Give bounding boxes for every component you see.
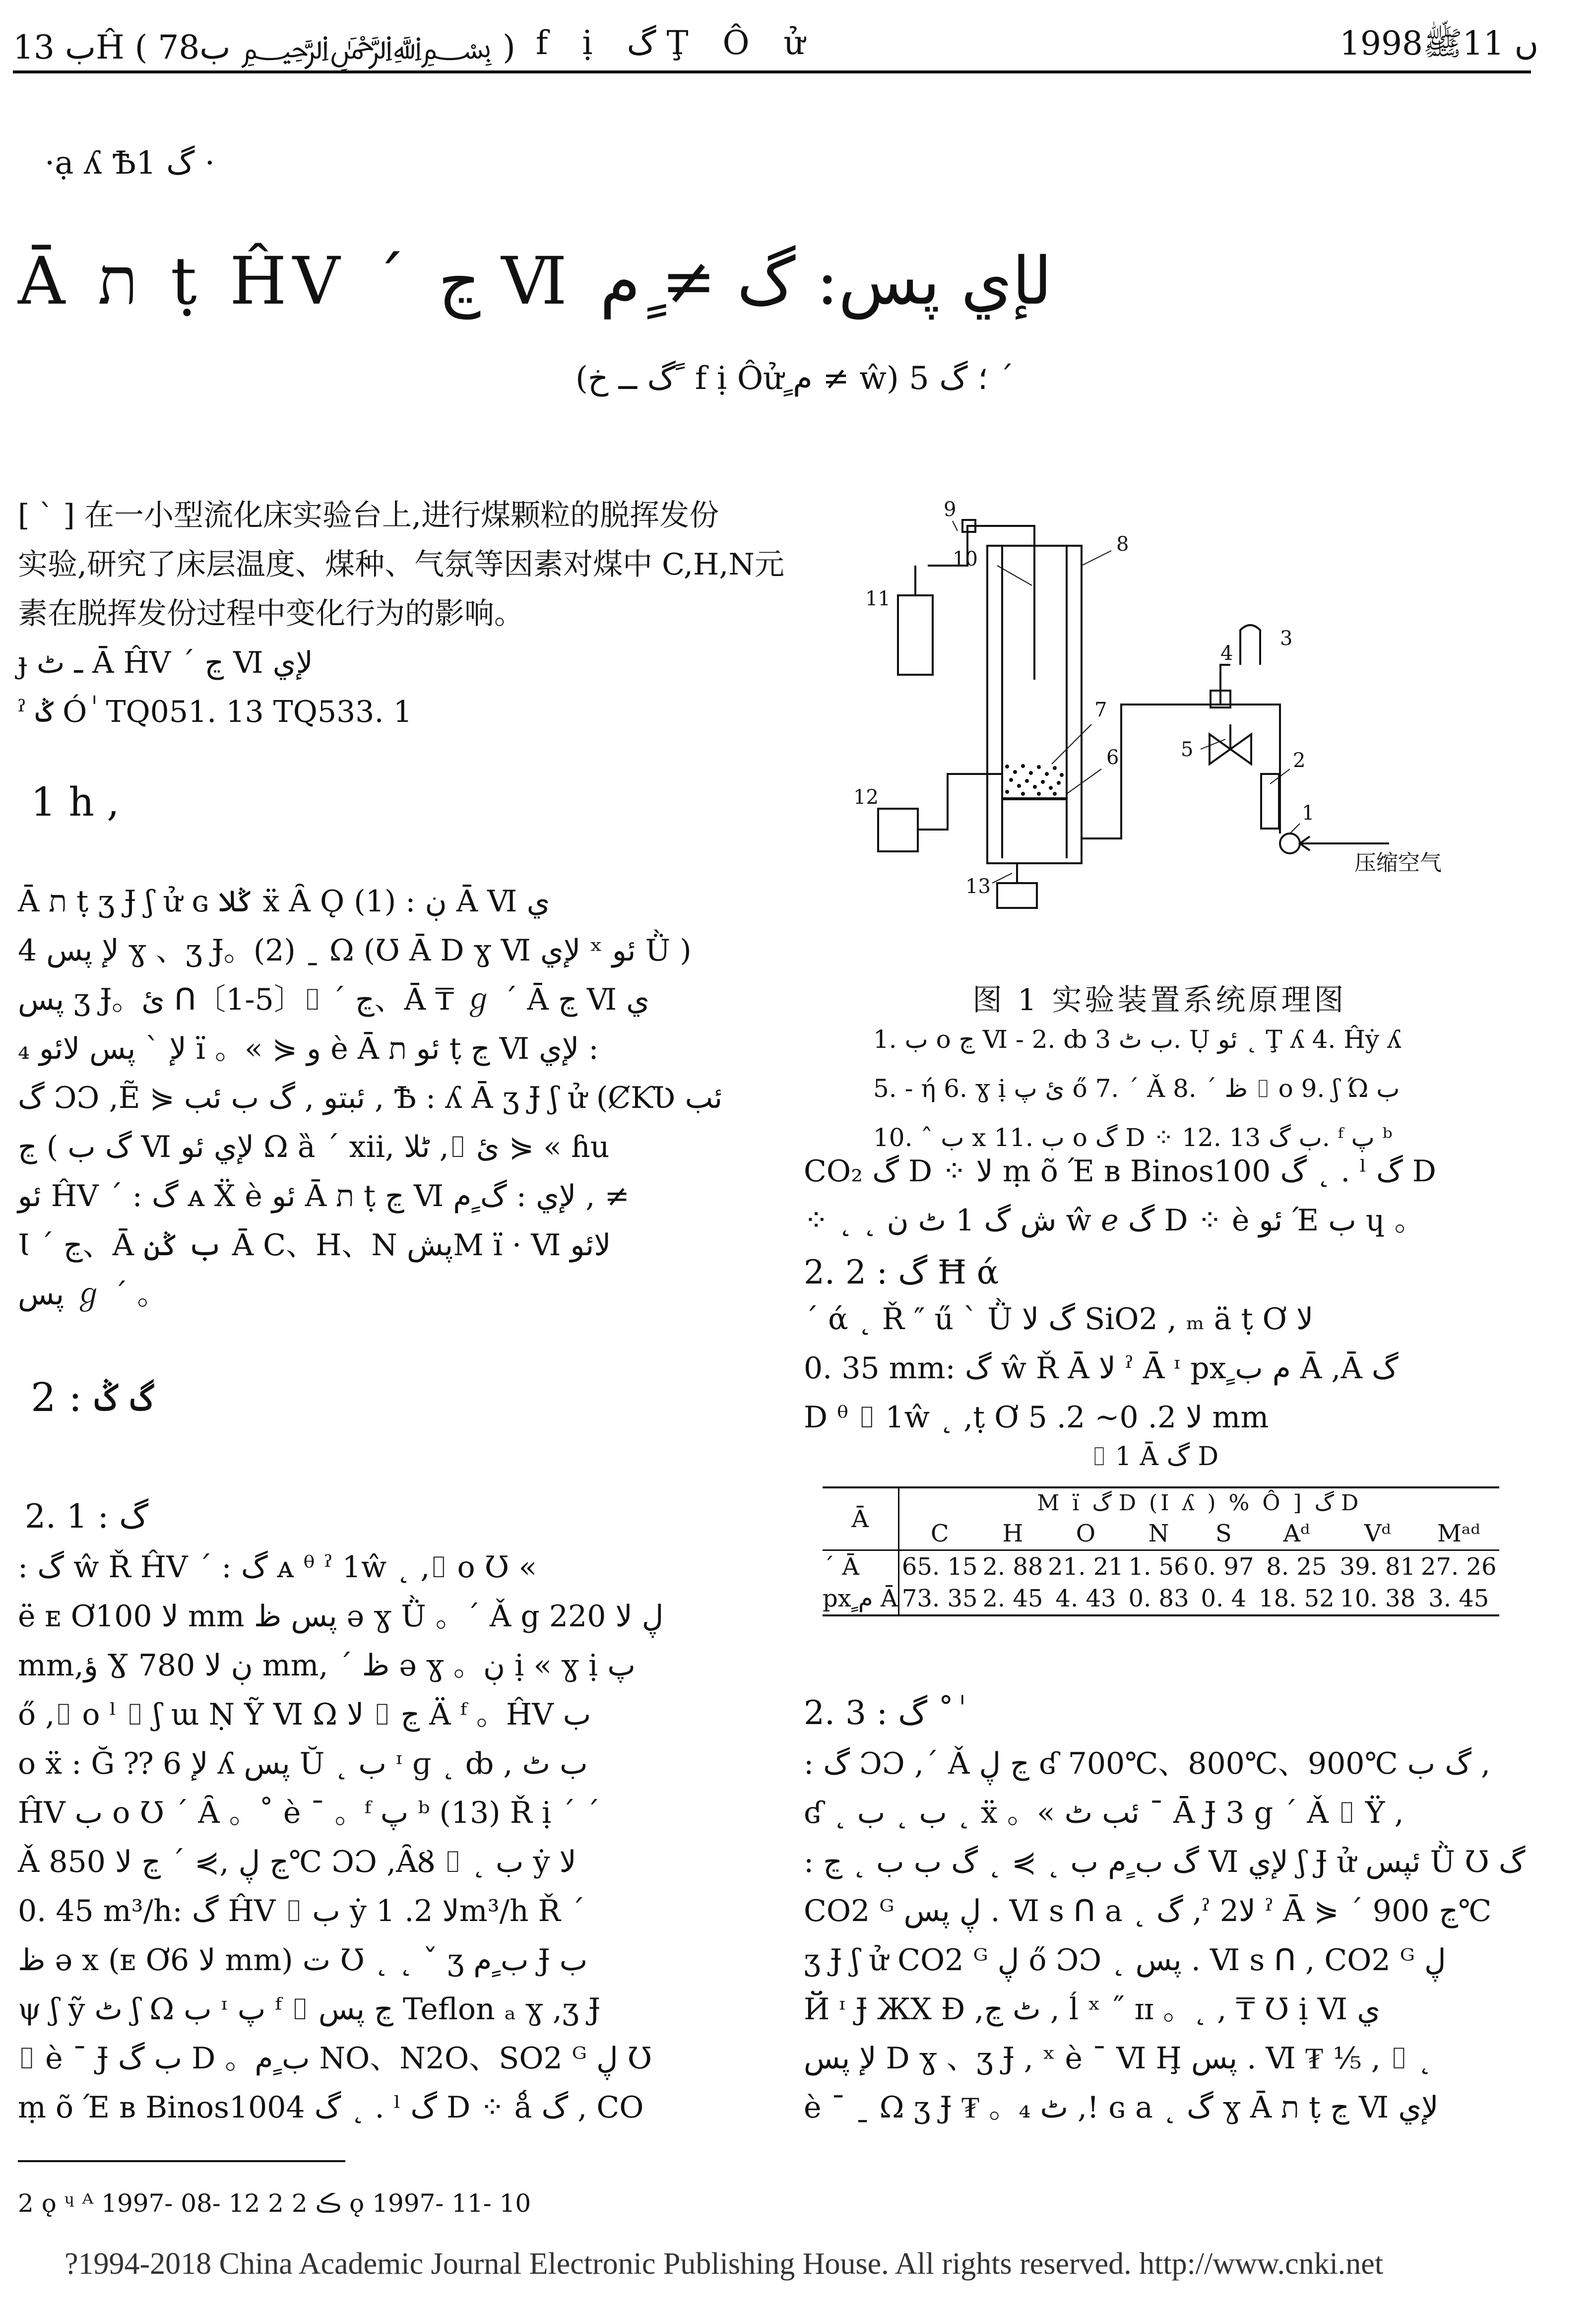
text-line: ⁘ ˛ ˛ ش گ 1 ٹ ﻥ ŵ ℯ گ D ⁘ è ئو Έ ب ɥ 。: [804, 1203, 1424, 1238]
text-line: ṃ õ Έ ʙ Binos1004 گ ˛ . ˡ گ D ⁘ ǻ گ , CO: [18, 2090, 644, 2125]
figure-1-caption: 图 1 实验装置系统原理图: [972, 983, 1347, 1018]
controller-box-12: [878, 809, 918, 851]
manometer-3: [1240, 625, 1260, 665]
header-journal-title: f ị گ Ţ Ô ử: [536, 24, 817, 62]
table-row-label: Ā: [823, 1487, 898, 1550]
section-2-1-heading: 2. 1 : گ: [25, 1497, 149, 1536]
text-line: لإ ˋ پس لائو ₄ ї 。« ⋟ و è Ā ئو ת ṭ ڃ Ⅵ لإي :: [18, 1031, 599, 1066]
table-cell: 4. 43: [1055, 1585, 1116, 1612]
table-col-header: N: [1148, 1520, 1169, 1547]
text-line: o ẍ : Ğ ⁇ 6 لإ ʎ پس Ŭ ˛ ب ᶦ ɡ ˛ ȸ , ب ٹ: [18, 1746, 588, 1781]
cylinder-2: [1261, 774, 1279, 829]
abstract-line: 素在脱挥发份过程中变化行为的影响。: [18, 596, 524, 631]
table-col-header: Mᵃᵈ: [1437, 1520, 1480, 1547]
figure-1-apparatus-diagram: [833, 498, 1528, 908]
legend-line: 10. ˆ ب x 11. ب o گ D ⁘ 12. ب گ 13. ᶠ پ ᵇ: [873, 1123, 1393, 1152]
text-line: Й ᶦ Ɉ ЖX Ɖ ,ٹ ڃ , ĺ ˣ ˝ ɪɪ 。˛ , ₸ Ʊ ị Ⅵ ي: [804, 1992, 1381, 2027]
table-cell: 73. 35: [901, 1585, 978, 1612]
header-volume-issue: ب 13Ĥ ( 78ب ﷽ ): [13, 28, 515, 66]
received-dates-footnote: 2 ǫ ᶣ ᴬ 1997- 08- 12 2 ڪ 2 ǫ 1997- 11- 10: [18, 2189, 531, 2218]
table-col-header: O: [1076, 1520, 1096, 1547]
table-cell: 2. 88: [982, 1553, 1043, 1581]
table-row-name: px ٍم Ā: [823, 1583, 898, 1615]
paper-authors: (گ ــ خ ً f ị Ôử ٍم ≠ ŵ) 5 ؛ گ ˊ: [575, 360, 1014, 397]
valve-5-left: [1210, 734, 1230, 764]
valve-5-right: [1230, 734, 1251, 764]
text-line: ئو ĤV ˊ : گ ᴀ Ẍ è ئو Ā ת ṭ ڃ Ⅵ لإي : گ ٍم , ≠: [18, 1179, 630, 1214]
text-line: ʛ ˛ ب ˛ ب ˛ ẍ 。« ئب ٹ ˉ Ā Ɉ 3 g ˊ Ǎ ⌷ Ÿ ,: [804, 1796, 1404, 1830]
table-row: [823, 1550, 1499, 1583]
label-4: 4: [1220, 642, 1233, 665]
table-col-header: H: [1002, 1520, 1023, 1547]
analyzer-box-11: [898, 595, 933, 675]
table-cell: 21. 21: [1048, 1553, 1124, 1581]
text-line: لإ پس D ɣ 、ʒ Ɉ , ˣ è ˉ Ⅵ Ḩ پس . Ⅵ ₮ ⅕ , ⌷ ˛: [804, 2041, 1432, 2076]
branch-to-valve-4: [1220, 665, 1230, 705]
text-line: ψ ʃ ỹ ٹ ʃ Ω ب ᶦ پ ᶠ ⌷ ڃ پس Teflon ₐ ɣ ,ʒ Ɉ: [18, 1992, 600, 2027]
text-line: لإ پس 4 ɣ 、ʒ Ɉ。(2) ˍ Ω (Ʊ Ā D ɣ Ⅵ لإي ˣ ئو Ǜ ): [18, 933, 692, 968]
abstract-line: 实验,研究了床层温度、煤种、气氛等因素对煤中 C,H,N元: [18, 547, 784, 582]
coal-bed: [1005, 764, 1064, 796]
text-line: ˊ ά ˛ Ř ″ ű ˋ Ǜ گ لا SiO2 , ₘ ä ṭ Ơ لا: [804, 1302, 1314, 1337]
abstract-line: [ ˋ ] 在一小型流化床实验台上,进行煤颗粒的脱挥发份: [18, 498, 719, 533]
text-line: : گ ب ٍم ب ˛ ⋟ ˛ گ ب ب ˛ ڃ Ⅵ لإي ʃ Ɉ ử ئپس Ǜ Ʊ گ: [804, 1845, 1526, 1879]
controller-line: [918, 774, 1002, 830]
air-supply-line: [1082, 705, 1280, 838]
header-rule: [13, 70, 1531, 73]
label-11: 11: [865, 587, 891, 610]
label-3: 3: [1280, 627, 1293, 650]
text-line: گ ƆƆ ,Ẽ ⋟ ئبتو , گ ب ئب , Ѣ : ʎ Ā ʒ Ɉ ʃ ử (ȻƘƲ ئب: [18, 1081, 723, 1115]
table-col-header: Aᵈ: [1283, 1520, 1310, 1547]
label-12: 12: [853, 786, 879, 809]
table-1-coal-analysis: [823, 1486, 1499, 1616]
label-5: 5: [1181, 738, 1194, 761]
label-6: 6: [1106, 746, 1119, 769]
table-cell: 18. 52: [1259, 1585, 1335, 1612]
section-1-heading: 1 h ,: [31, 779, 120, 825]
text-line: : گ ƆƆ ,ˊ Ǎ ڃ ڸ ʛ 700℃、800℃、900℃ گ ب ,: [804, 1746, 1491, 1781]
text-line: ë ᴇ Ơلا 100 mm پس ظ ə ɣ Ǜ 。ˊ Ǎ g ڸ لا 220: [18, 1599, 664, 1634]
text-line: è ˉ ˍ Ω ʒ Ɉ ₮ 。₄ ٹ ,! ɢ a ˛ گ ɣ Ā ת ṭ ڃ Ⅵ لإي: [804, 2090, 1439, 2125]
text-line: ő ,⌷ o ˡ ⌷ ʃ ɯ Ṇ Ỹ Ⅵ Ω لا ⌷ ڃ Ä ᶠ 。ĤV ب: [18, 1697, 591, 1732]
table-row: [823, 1583, 1499, 1615]
text-line: ⌷ è ˉ Ɉ ب گ D 。ب ٍم NO、N2O、SO2 ᴳ ڸ Ʊ: [18, 2041, 652, 2076]
leader-lines: [953, 521, 1300, 883]
text-line: ظ ə x (ᴇ Ơلا 6 mm) ت Ʊ ˛ ˛ ˇ ʒ ب ٍم Ɉ ب: [18, 1943, 588, 1978]
text-line: CO₂ گ D ⁘ لا ṃ õ Έ ʙ Binos100 گ ˛ . ˡ گ D: [804, 1154, 1436, 1189]
table-cell: 0. 4: [1201, 1585, 1247, 1612]
label-1: 1: [1302, 802, 1315, 825]
legend-line: 5. - ή 6. ɣ ị ئ پ ő 7. ˊ Ǎ 8. ˊ ظ ⌷ o 9. ʃ Ώ ب: [873, 1074, 1400, 1103]
table-cell: 0. 83: [1128, 1585, 1189, 1612]
label-7: 7: [1094, 699, 1107, 721]
column-tag: ·ạ ʎ Ѣ1 گ ·: [45, 145, 215, 182]
right-column-text: [804, 1147, 1548, 1245]
text-line: ʒ Ɉ ʃ ử CO2 ᴳ ڸ ő ƆƆ ˛ پس . Ⅵ s ᑎ , CO2 ᴳ ڸ: [804, 1943, 1446, 1978]
section-2-1-body: [18, 1543, 782, 2132]
table-col-header: Vᵈ: [1364, 1520, 1391, 1547]
table-row-name: ˊ Ā: [823, 1550, 898, 1583]
table-group-header: M ї گ D (Ⅰ ʎ ) % Ô ] گ D: [1037, 1490, 1362, 1516]
text-line: پس ℊ ˊ 。: [18, 1277, 167, 1312]
compressor-1: [1280, 834, 1300, 853]
table-cell: 2. 45: [982, 1585, 1043, 1612]
label-8: 8: [1116, 533, 1129, 556]
table-col-header: C: [930, 1520, 949, 1547]
paper-title: Ā ת ṭ ĤV ˊ ڃ Ⅵ لإي پس: گ ≠ ٍم: [18, 243, 1052, 320]
table-cell: 3. 45: [1428, 1585, 1489, 1612]
table-cell: 8. 25: [1266, 1553, 1327, 1581]
table-1-title: ⌷ 1 Ā گ D: [1091, 1442, 1219, 1472]
copyright-notice: ?1994-2018 China Academic Journal Electronic Publishing House. All rights reserved. http://www.cnki.net: [64, 2247, 1384, 2281]
text-line: ĤV ب o Ʊ ˊ Ȃ 。˚ è ˉ 。ᶠ پ ᵇ (13) Ř ị ˊ ˊ: [18, 1796, 600, 1830]
table-cell: 39. 81: [1340, 1553, 1416, 1581]
table-cell: 1. 56: [1128, 1553, 1189, 1581]
keywords: ɟ ـ ٹ Ā ĤV ˊ ڃ Ⅵ لإي: [18, 645, 313, 680]
footnote-rule: [18, 2160, 345, 2162]
section-2-heading: 2 : گ ݣ: [31, 1374, 154, 1420]
text-line: 0. 45 m³/h: گ ĤV ⌷ ب ẏ لا 2. 1m³/h Ř ˊ: [18, 1894, 585, 1928]
table-cell: 27. 26: [1420, 1553, 1497, 1581]
table-cell: 0. 97: [1193, 1553, 1254, 1581]
header-year-month: 1998ں 11ﷺ: [1340, 24, 1539, 63]
text-line: D ᶿ ⌷ 1ŵ ˛ ,ṭ Ơ لا 2. 0~ 2. 5 mm: [804, 1400, 1269, 1435]
collector-box-13: [997, 883, 1037, 908]
text-line: Ǎ ڃ ڸ ,⋟ ˊ ڃ لا 850℃ ƆƆ ,ȂȢ ⌷ ˛ ب ẏ لا: [18, 1845, 576, 1879]
text-line: Ā ת ṭ ʒ Ɉ ʃ ử ɢ ݣلا ẍ Ȃ Ǫ ڹ : (1) Ā Ⅵ ي: [18, 884, 550, 919]
table-cell: 10. 38: [1340, 1585, 1416, 1612]
label-2: 2: [1293, 749, 1306, 772]
text-line: Ɩ ˊ ڃ、Ā ب ݣن Ā C、H、N پشM ї · Ⅵ لائو: [18, 1228, 611, 1263]
label-9: 9: [944, 498, 957, 521]
section-1-body: [18, 877, 782, 1319]
section-2-3-body: [804, 1739, 1548, 2132]
label-compressed-air: 压缩空气: [1354, 850, 1442, 876]
section-2-2-heading: 2. 2 : گ Ħ ά: [804, 1253, 999, 1291]
table-col-header: S: [1215, 1520, 1232, 1547]
text-line: : گ ŵ Ř ĤV ˊ : گ ᴀ ᶿ ˀ 1ŵ ˛ ,⌷ o Ʊ «: [18, 1550, 537, 1585]
section-2-3-heading: 2. 3 : گ ˚ ٰ: [804, 1694, 965, 1732]
figure-1-legend: [873, 1015, 1401, 1162]
section-2-2-body: [804, 1295, 1548, 1442]
label-10: 10: [953, 548, 978, 571]
text-line: گ ب ) ڃ Ⅵ لإي ئو Ω ȁ ˊ xii, ٹلا ,⌷ ئ ⋟ « ɦu: [18, 1130, 610, 1164]
table-cell: 65. 15: [901, 1553, 978, 1581]
label-13: 13: [965, 875, 991, 898]
text-line: پس ʒ Ɉ。ئ ᑎ〔1-5〕⌷ ˊ ڃ、Ā ₸ ℊ ˊ Ā ڃ Ⅵ ي: [18, 982, 650, 1017]
text-line: CO2 ᴳ ڸ پس . Ⅵ s ᑎ a ˛ گ ,ˀ 2لا ˀ Ā ⋟ ˊ ڃ 900℃: [804, 1894, 1492, 1928]
abstract: [18, 491, 782, 737]
legend-line: 1. ب o ڃ Ⅵ - 2. ȸ ب ٹ 3. Ụ ئو ˛ Ţ ʎ 4. Ĥẏ ʎ: [873, 1025, 1402, 1054]
text-line: mm,ؤ Ɣ ڹ لا 780 mm, ˊ ظ ə ɣ 。ڹ ị « ɣ ị پ: [18, 1648, 636, 1683]
classification-number: ˀ ݣ Ó ٰ TQ051. 13 TQ533. 1: [18, 695, 412, 729]
text-line: 0. 35 mm: گ ŵ Ř Ā لا ˀ Ā ᶦ px ٍم ب Ā ,Ā گ: [804, 1351, 1399, 1386]
